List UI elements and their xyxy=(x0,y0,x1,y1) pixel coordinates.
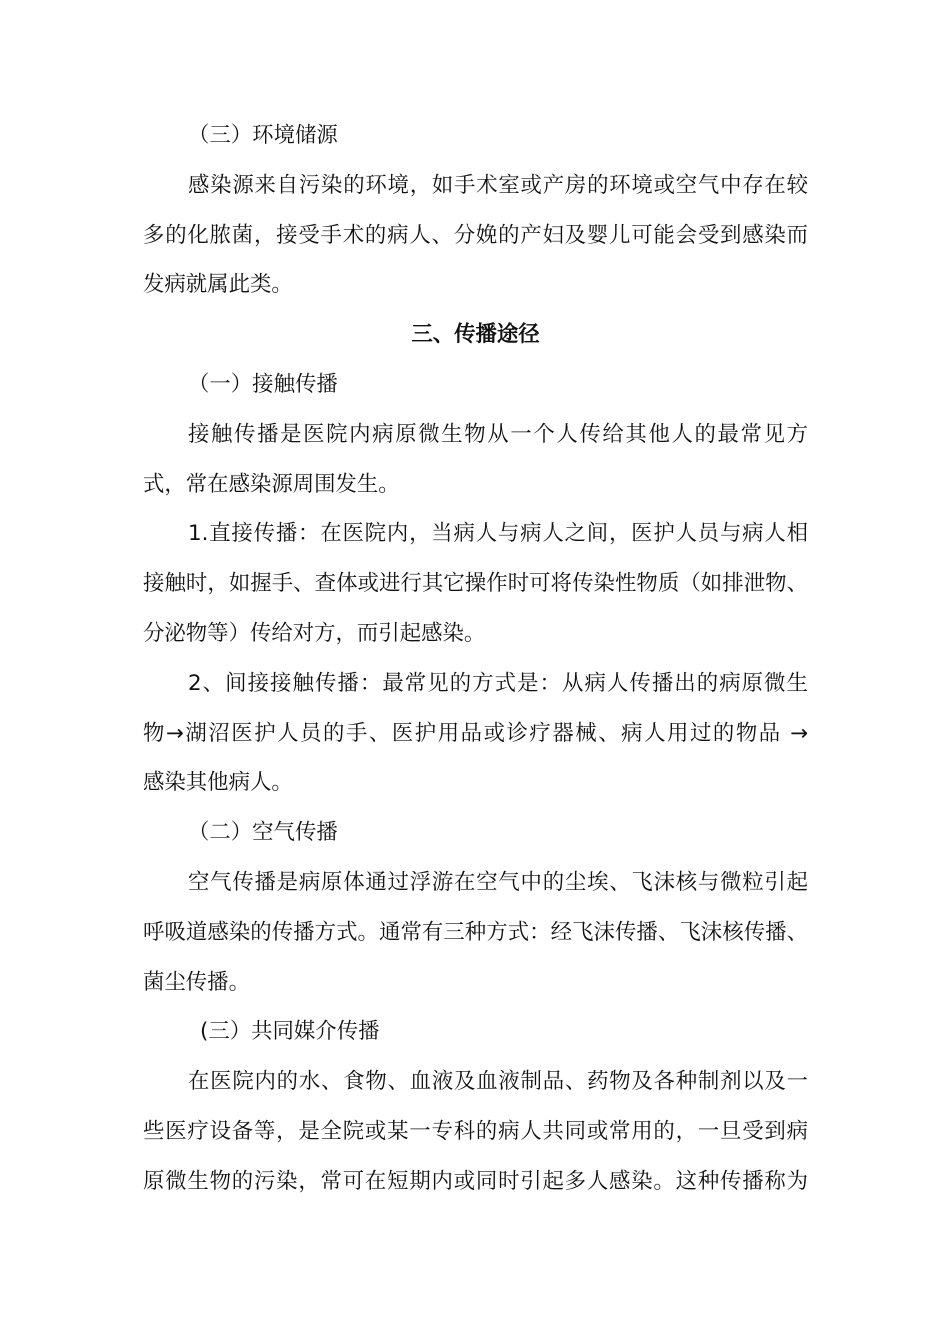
paragraph-line: 发病就属此类。 xyxy=(143,272,293,298)
paragraph-line: 菌尘传播。 xyxy=(143,969,250,995)
subheading-contact-transmission: （一）接触传播 xyxy=(188,371,338,397)
paragraph-line: 多的化脓菌，接受手术的病人、分娩的产妇及婴儿可能会受到感染而 xyxy=(143,222,808,248)
paragraph-line: 空气传播是病原体通过浮游在空气中的尘埃、飞沫核与微粒引起 xyxy=(188,869,808,895)
section-title-transmission-routes: 三、传播途径 xyxy=(411,322,540,348)
paragraph-line: 感染源来自污染的环境，如手术室或产房的环境或空气中存在较 xyxy=(188,172,808,198)
paragraph-contact-transmission xyxy=(143,410,808,510)
subheading-common-vehicle-transmission: (三）共同媒介传播 xyxy=(200,1019,380,1045)
subheading-airborne-transmission: （二）空气传播 xyxy=(188,820,338,846)
paragraph-direct-transmission xyxy=(143,509,808,658)
paragraph-line: 分泌物等）传给对方，而引起感染。 xyxy=(143,620,486,646)
paragraph-line: 呼吸道感染的传播方式。通常有三种方式：经飞沫传播、飞沫核传播、 xyxy=(143,919,808,945)
paragraph-line: 物→湖沼医护人员的手、医护用品或诊疗器械、病人用过的物品 → xyxy=(143,720,808,746)
subheading-environment-reservoir: （三）环境储源 xyxy=(188,123,338,148)
paragraph-indirect-transmission xyxy=(143,659,808,808)
paragraph-environment-source xyxy=(143,161,808,310)
paragraph-line: 感染其他病人。 xyxy=(143,770,293,796)
paragraph-line: 2、间接接触传播：最常见的方式是：从病人传播出的病原微生 xyxy=(188,670,808,696)
paragraph-line: 些医疗设备等，是全院或某一专科的病人共同或常用的，一旦受到病 xyxy=(143,1118,808,1144)
paragraph-line: 1.直接传播：在医院内，当病人与病人之间，医护人员与病人相 xyxy=(188,521,808,547)
paragraph-line: 原微生物的污染，常可在短期内或同时引起多人感染。这种传播称为 xyxy=(143,1168,808,1194)
paragraph-line: 在医院内的水、食物、血液及血液制品、药物及各种制剂以及一 xyxy=(188,1069,808,1095)
paragraph-common-vehicle-transmission xyxy=(143,1057,808,1206)
document-body xyxy=(143,111,808,1207)
paragraph-airborne-transmission xyxy=(143,858,808,1007)
paragraph-line: 式，常在感染源周围发生。 xyxy=(143,471,400,497)
paragraph-line: 接触传播是医院内病原微生物从一个人传给其他人的最常见方 xyxy=(188,421,808,447)
paragraph-line: 接触时，如握手、查体或进行其它操作时可将传染性物质（如排泄物、 xyxy=(143,571,808,597)
